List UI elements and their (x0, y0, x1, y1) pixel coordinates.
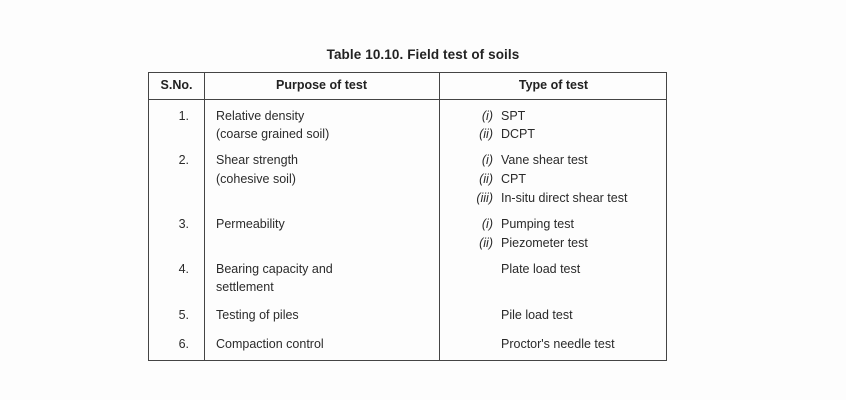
roman-numeral: (ii) (479, 127, 493, 141)
purpose-line: (cohesive soil) (216, 172, 296, 186)
roman-numeral: (i) (481, 109, 493, 123)
purpose-line: Testing of piles (216, 308, 299, 322)
roman-numeral: (i) (481, 153, 493, 167)
column-divider (439, 73, 440, 360)
test-type: In-situ direct shear test (501, 191, 628, 205)
test-type: CPT (501, 172, 526, 186)
row-number: 3. (178, 217, 189, 231)
roman-numeral: (iii) (476, 191, 493, 205)
purpose-line: Shear strength (216, 153, 298, 167)
column-divider (204, 73, 205, 360)
field-test-table (148, 72, 667, 361)
purpose-line: Compaction control (216, 337, 324, 351)
test-type: Plate load test (501, 262, 581, 276)
test-type: Vane shear test (501, 153, 588, 167)
header-type: Type of test (518, 78, 589, 92)
header-sno: S.No. (160, 78, 193, 92)
roman-numeral: (ii) (479, 172, 493, 186)
purpose-line: Bearing capacity and (216, 262, 333, 276)
purpose-line: Relative density (216, 109, 305, 123)
purpose-line: (coarse grained soil) (216, 127, 330, 141)
table-caption: Table 10.10. Field test of soils (326, 47, 520, 62)
row-number: 4. (178, 262, 189, 276)
row-number: 5. (178, 308, 189, 322)
test-type: SPT (501, 109, 526, 123)
purpose-line: Permeability (216, 217, 285, 231)
row-number: 1. (178, 109, 189, 123)
test-type: DCPT (501, 127, 536, 141)
test-type: Pumping test (501, 217, 574, 231)
row-number: 6. (178, 337, 189, 351)
purpose-line: settlement (216, 280, 274, 294)
header-purpose: Purpose of test (276, 78, 367, 92)
roman-numeral: (i) (481, 217, 493, 231)
header-divider (149, 99, 666, 100)
roman-numeral: (ii) (479, 236, 493, 250)
row-number: 2. (178, 153, 189, 167)
test-type: Pile load test (501, 308, 573, 322)
test-type: Piezometer test (501, 236, 588, 250)
test-type: Proctor's needle test (501, 337, 615, 351)
